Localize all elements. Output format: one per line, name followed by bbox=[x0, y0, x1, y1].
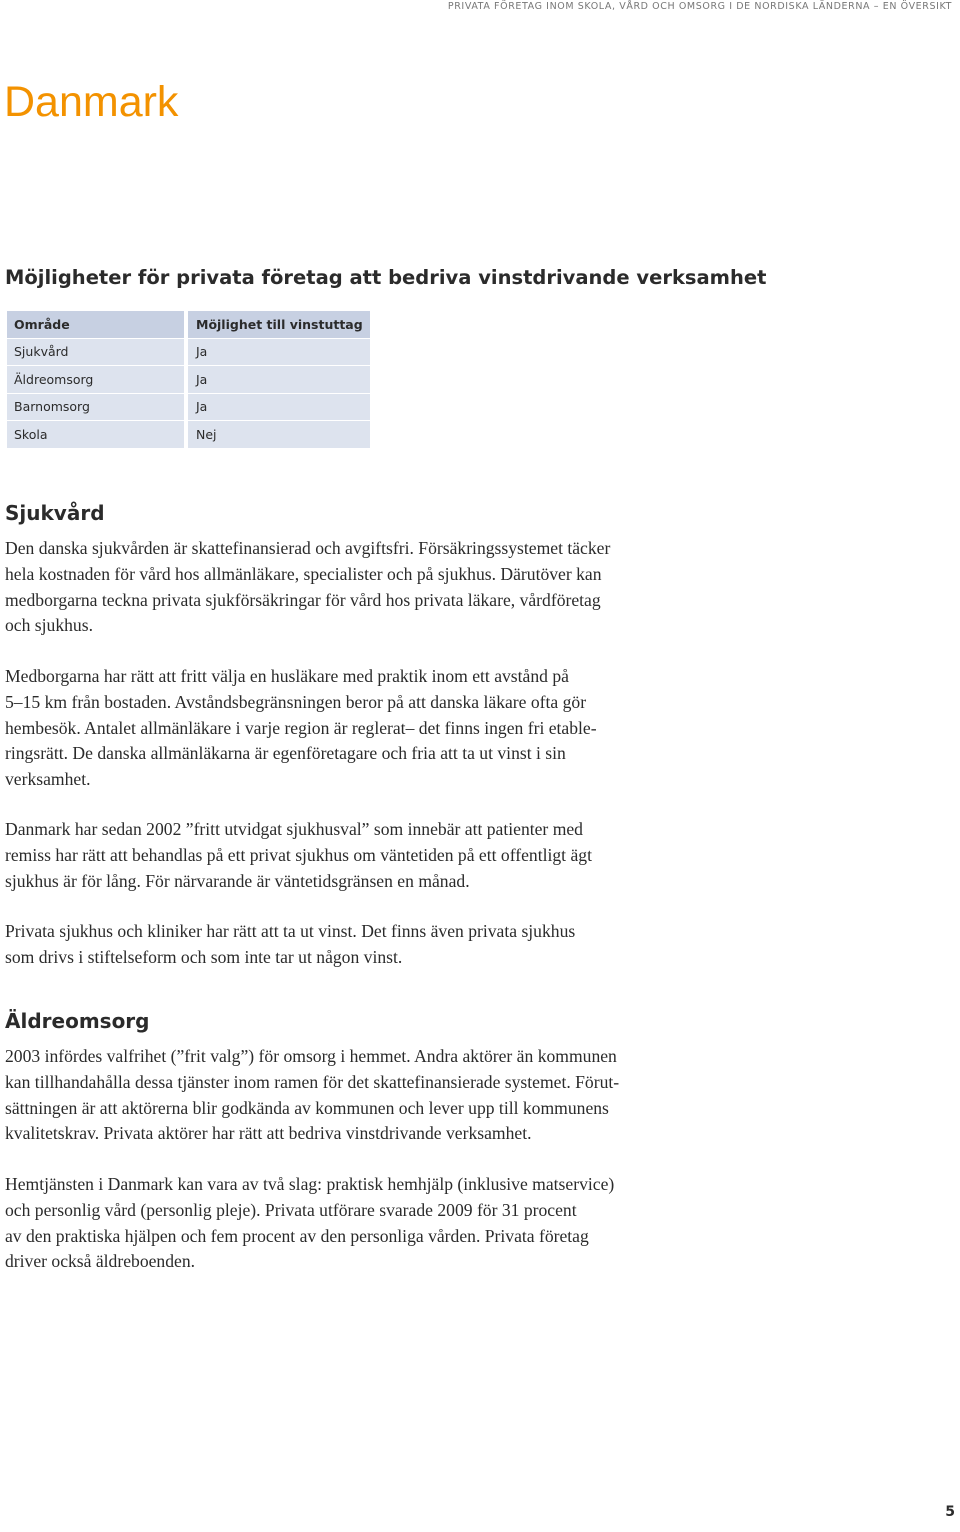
text-line: sättningen är att aktörerna blir godkända av kommunen och lever upp till kommunens bbox=[5, 1097, 609, 1118]
page-number: 5 bbox=[945, 1504, 955, 1520]
text-line: remiss har rätt att behandlas på ett privat sjukhus om väntetiden på ett offentligt ägt bbox=[5, 844, 592, 865]
text-line: sjukhus är för lång. För närvarande är väntetidsgränsen en månad. bbox=[5, 870, 470, 891]
paragraph bbox=[5, 1172, 750, 1275]
text-line: kan tillhandahålla dessa tjänster inom ramen för det skattefinansierade systemet. Förut- bbox=[5, 1071, 620, 1092]
table-cell-value: Nej bbox=[188, 421, 370, 449]
paragraph bbox=[5, 536, 750, 639]
text-line: Medborgarna har rätt att fritt välja en husläkare med praktik inom ett avstånd på bbox=[5, 666, 569, 686]
paragraph bbox=[5, 919, 750, 971]
paragraph bbox=[5, 1044, 750, 1147]
section-heading-sjukvard: Sjukvård bbox=[5, 501, 105, 525]
text-line: 5–15 km från bostaden. Avståndsbegränsningen beror på att danska läkare ofta gör bbox=[5, 691, 587, 712]
chapter-title: Danmark bbox=[4, 78, 179, 126]
text-line: Danmark har sedan 2002 ”fritt utvidgat sjukhusval” som innebär att patienter med bbox=[5, 819, 583, 839]
table-cell-value: Ja bbox=[188, 339, 370, 367]
text-line: hela kostnaden för vård hos allmänläkare, specialister och på sjukhus. Därutöver kan bbox=[5, 563, 602, 584]
paragraph bbox=[5, 817, 750, 894]
table-row bbox=[7, 339, 370, 367]
section-heading-aldreomsorg: Äldreomsorg bbox=[5, 1009, 150, 1033]
table-cell-area: Äldreomsorg bbox=[7, 366, 184, 394]
text-line: Hemtjänsten i Danmark kan vara av två slag: praktisk hemhjälp (inklusive matservice) bbox=[5, 1174, 615, 1194]
table-header-cell: Möjlighet till vinstuttag bbox=[188, 311, 370, 339]
table-cell-area: Barnomsorg bbox=[7, 394, 184, 422]
text-line: medborgarna teckna privata sjukförsäkringar för vård hos privata läkare, vårdföretag bbox=[5, 589, 601, 610]
text-line: som drivs i stiftelseform och som inte tar ut någon vinst. bbox=[5, 946, 403, 967]
table-header-row bbox=[7, 311, 370, 339]
text-line: verksamhet. bbox=[5, 769, 91, 790]
text-line: Den danska sjukvården är skattefinansierad och avgiftsfri. Försäkringssystemet täcker bbox=[5, 538, 611, 558]
running-head: PRIVATA FÖRETAG INOM SKOLA, VÅRD OCH OMSORG I DE NORDISKA LÄNDERNA – EN ÖVERSIKT bbox=[447, 1, 952, 12]
text-line: av den praktiska hjälpen och fem procent av den personliga vården. Privata företag bbox=[5, 1225, 589, 1246]
table-cell-area: Skola bbox=[7, 421, 184, 449]
table-row bbox=[7, 421, 370, 449]
text-line: kvalitetskrav. Privata aktörer har rätt att bedriva vinstdrivande verksamhet. bbox=[5, 1123, 532, 1144]
profit-possibility-table bbox=[7, 311, 370, 449]
table-title: Möjligheter för privata företag att bedriva vinstdrivande verksamhet bbox=[5, 266, 767, 289]
text-line: och personlig vård (personlig pleje). Privata utförare svarade 2009 för 31 procent bbox=[5, 1199, 577, 1220]
table-row bbox=[7, 394, 370, 422]
paragraph bbox=[5, 664, 750, 793]
text-line: och sjukhus. bbox=[5, 615, 93, 636]
text-line: 2003 infördes valfrihet (”frit valg”) för omsorg i hemmet. Andra aktörer än kommunen bbox=[5, 1046, 617, 1066]
table-header-cell: Område bbox=[7, 311, 184, 339]
table-cell-value: Ja bbox=[188, 366, 370, 394]
text-line: ringsrätt. De danska allmänläkarna är egenföretagare och fria att ta ut vinst i sin bbox=[5, 743, 566, 764]
table-cell-value: Ja bbox=[188, 394, 370, 422]
table-cell-area: Sjukvård bbox=[7, 339, 184, 367]
text-line: hembesök. Antalet allmänläkare i varje region är reglerat– det finns ingen fri etable- bbox=[5, 717, 597, 738]
table-row bbox=[7, 366, 370, 394]
text-line: Privata sjukhus och kliniker har rätt att ta ut vinst. Det finns även privata sjukhus bbox=[5, 921, 576, 941]
text-line: driver också äldreboenden. bbox=[5, 1251, 196, 1272]
